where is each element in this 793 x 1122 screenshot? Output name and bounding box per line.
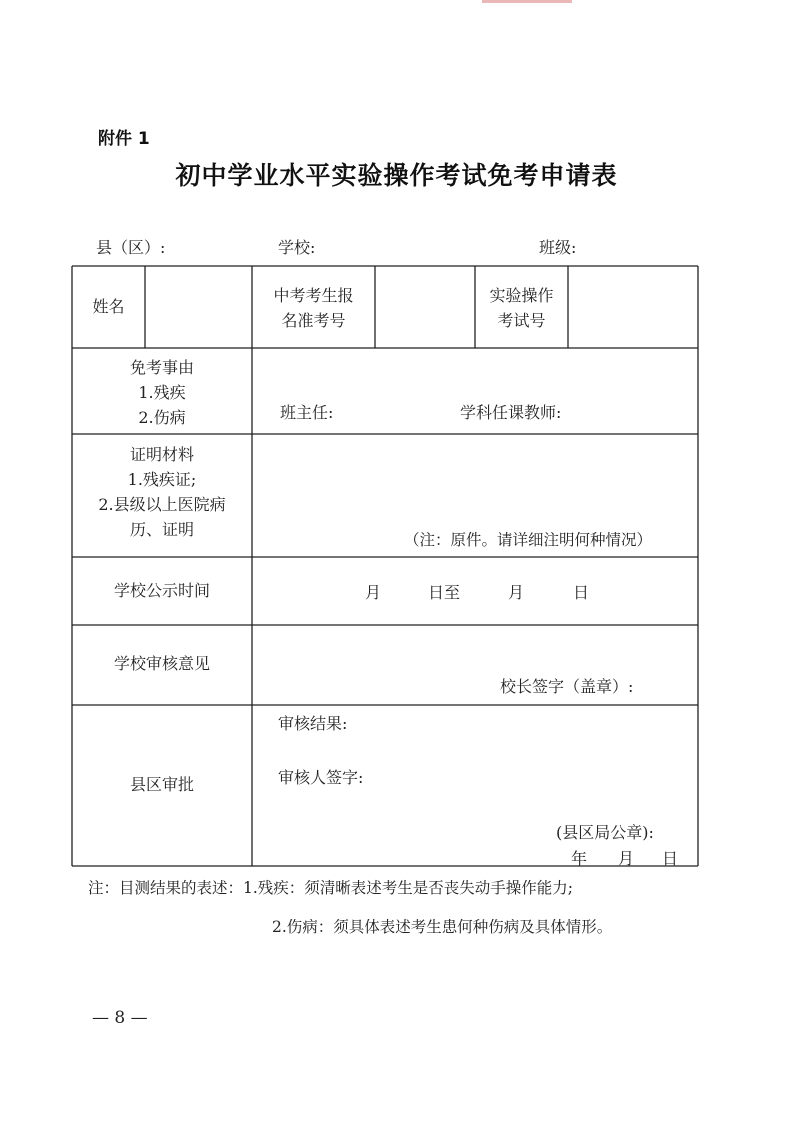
lab-exam-label-line2: 考试号 [497, 311, 546, 330]
approval-year-label: 年 [571, 849, 588, 868]
proof-materials-title: 证明材料 [129, 445, 194, 464]
subject-teacher-label: 学科任课教师: [460, 403, 562, 422]
footnote-line-2: 2.伤病：须具体表述考生患何种伤病及具体情形。 [272, 918, 613, 936]
exemption-reason-option-injury: 2.伤病 [138, 408, 186, 427]
publicity-start-month: 月 [365, 583, 382, 602]
publicity-time-label: 学校公示时间 [113, 581, 210, 600]
approval-month-label: 月 [618, 849, 635, 868]
lab-exam-number-input[interactable] [568, 270, 698, 346]
attachment-label: 附件 1 [98, 129, 150, 149]
name-input[interactable] [145, 270, 252, 346]
county-field-label: 县（区）: [96, 238, 166, 257]
exam-ticket-input[interactable] [375, 270, 475, 346]
publicity-start-day: 日至 [428, 583, 461, 602]
proof-materials-option-hospital: 2.县级以上医院病 [98, 495, 226, 514]
county-bureau-seal-label: (县区局公章): [556, 823, 654, 842]
scan-edge-mark [482, 0, 572, 3]
school-field-label: 学校: [278, 238, 316, 257]
lab-exam-number-label [475, 283, 568, 333]
publicity-end-month: 月 [508, 583, 525, 602]
exemption-reason-option-disability: 1.残疾 [138, 383, 186, 402]
proof-materials-option-disability-cert: 1.残疾证; [127, 470, 197, 489]
exam-ticket-label [252, 283, 375, 333]
class-field-label: 班级: [539, 238, 577, 257]
exam-ticket-label-line2: 名准考号 [281, 311, 346, 330]
publicity-end-day: 日 [573, 583, 590, 602]
page-number: — 8 — [92, 1008, 148, 1028]
footnote-line-1: 注：目测结果的表述：1.残疾：须清晰表述考生是否丧失动手操作能力; [88, 879, 574, 897]
reviewer-signature-label: 审核人签字: [278, 768, 364, 787]
principal-signature-label: 校长签字（盖章）: [500, 677, 634, 696]
form-title: 初中学业水平实验操作考试免考申请表 [175, 161, 618, 190]
approval-day-label: 日 [662, 849, 679, 868]
school-review-label: 学校审核意见 [113, 654, 210, 673]
exemption-reason-title: 免考事由 [129, 358, 194, 377]
lab-exam-label-line1: 实验操作 [489, 286, 554, 305]
proof-materials-label [72, 442, 252, 542]
head-teacher-label: 班主任: [280, 403, 334, 422]
review-result-label: 审核结果: [278, 714, 348, 733]
exemption-reason-label [72, 355, 252, 430]
proof-materials-note: （注：原件。请详细注明何种情况） [404, 531, 653, 549]
exam-ticket-label-line1: 中考考生报 [273, 286, 354, 305]
county-approval-label: 县区审批 [129, 775, 194, 794]
proof-materials-option-hospital-cont: 历、证明 [129, 520, 194, 539]
name-label: 姓名 [92, 297, 125, 316]
